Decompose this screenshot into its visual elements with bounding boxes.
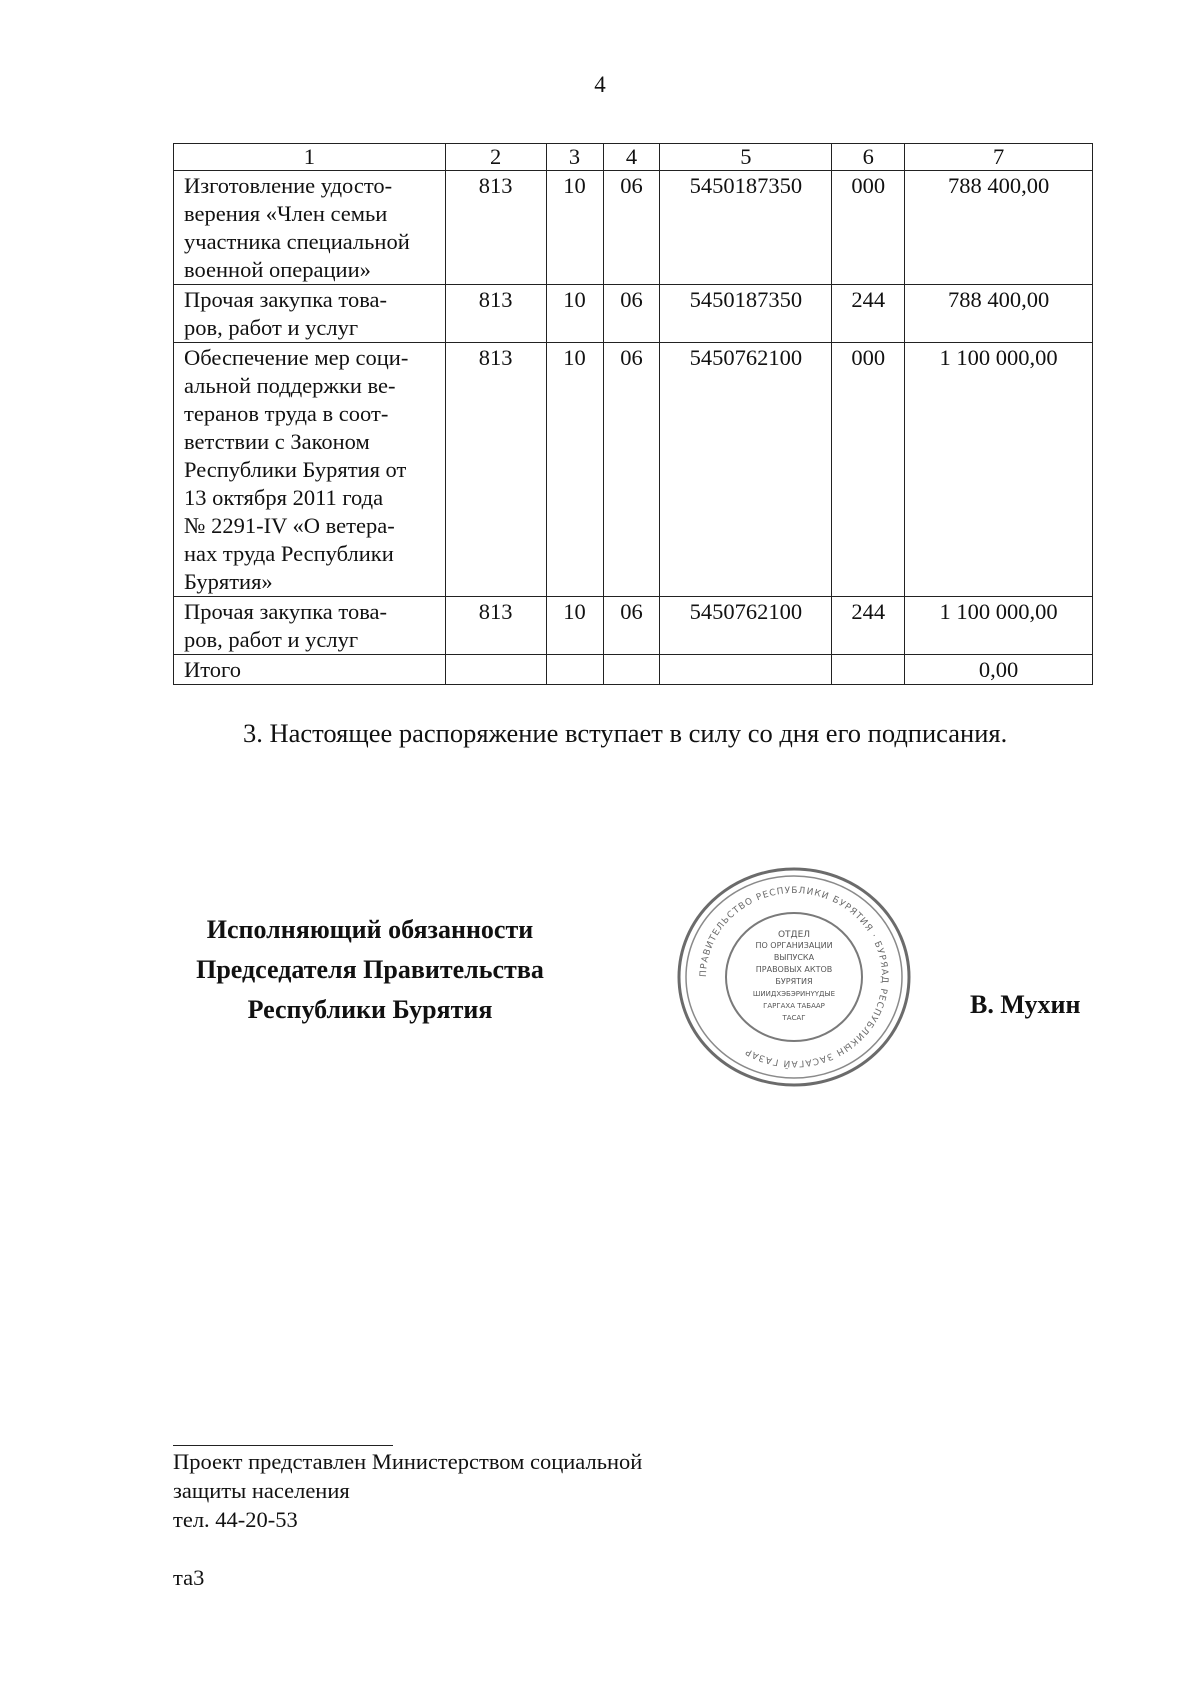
stamp-line: ВЫПУСКА xyxy=(773,953,815,962)
table-header-row xyxy=(174,144,1093,171)
row-name-line: Прочая закупка това- xyxy=(184,287,388,312)
subsection-cell: 06 xyxy=(603,597,660,655)
row-name-cell xyxy=(174,343,446,597)
row-name-line: участника специальной xyxy=(184,229,410,254)
row-name-line: ветствии с Законом xyxy=(184,429,370,454)
table-row xyxy=(174,285,1093,343)
ministry-code-cell: 813 xyxy=(445,285,546,343)
stamp-line: ГАРГАХА ТАБААР xyxy=(763,1002,825,1010)
column-header: 3 xyxy=(546,144,603,171)
row-name-line: Изготовление удосто- xyxy=(184,173,393,198)
row-name-line: № 2291-IV «О ветера- xyxy=(184,513,395,538)
empty-cell xyxy=(832,655,905,685)
row-name-line: Прочая закупка това- xyxy=(184,599,388,624)
row-name-line: альной поддержки ве- xyxy=(184,373,396,398)
column-header: 5 xyxy=(660,144,832,171)
footnote-line: Проект представлен Министерством социальной xyxy=(173,1449,643,1474)
row-name-line: Бурятия» xyxy=(184,569,273,594)
target-item-cell: 5450762100 xyxy=(660,597,832,655)
stamp-line: БУРЯТИЯ xyxy=(775,977,813,986)
official-seal-stamp xyxy=(674,865,914,1090)
target-item-cell: 5450762100 xyxy=(660,343,832,597)
total-row xyxy=(174,655,1093,685)
ministry-code-cell: 813 xyxy=(445,343,546,597)
row-name-line: ров, работ и услуг xyxy=(184,627,359,652)
budget-table xyxy=(173,143,1093,685)
document-code: та3 xyxy=(173,1565,205,1590)
stamp-line: ПО ОРГАНИЗАЦИИ xyxy=(755,941,833,950)
stamp-line: ПРАВОВЫХ АКТОВ xyxy=(755,965,833,974)
section-cell: 10 xyxy=(546,343,603,597)
footnote-divider xyxy=(173,1445,393,1446)
empty-cell xyxy=(546,655,603,685)
column-header: 6 xyxy=(832,144,905,171)
empty-cell xyxy=(603,655,660,685)
ministry-code-cell: 813 xyxy=(445,597,546,655)
section-cell: 10 xyxy=(546,171,603,285)
row-name-line: Республики Бурятия от xyxy=(184,457,407,482)
signer-title-line: Председателя Правительства xyxy=(196,955,544,984)
table-row xyxy=(174,171,1093,285)
amount-cell: 1 100 000,00 xyxy=(905,343,1093,597)
table-row xyxy=(174,343,1093,597)
row-name-line: верения «Член семьи xyxy=(184,201,388,226)
ministry-code-cell: 813 xyxy=(445,171,546,285)
subsection-cell: 06 xyxy=(603,285,660,343)
target-item-cell: 5450187350 xyxy=(660,285,832,343)
row-name-line: военной операции» xyxy=(184,257,371,282)
stamp-line: ШИИДХЭБЭРИНҮҮДЫЕ xyxy=(752,990,836,998)
expense-type-cell: 244 xyxy=(832,597,905,655)
footnote-line: защиты населения xyxy=(173,1478,350,1503)
section-cell: 10 xyxy=(546,597,603,655)
row-name-cell xyxy=(174,171,446,285)
empty-cell xyxy=(660,655,832,685)
stamp-arc-text: ПРАВИТЕЛЬСТВО РЕСПУБЛИКИ БУРЯТИЯ · БУРЯАД РЕСПУБЛИКЫН ЗАСАГАЙ ГАЗАР xyxy=(698,885,890,1068)
target-item-cell: 5450187350 xyxy=(660,171,832,285)
stamp-line: ОТДЕЛ xyxy=(777,930,811,940)
total-value: 0,00 xyxy=(905,655,1093,685)
expense-type-cell: 000 xyxy=(832,171,905,285)
row-name-cell xyxy=(174,285,446,343)
subsection-cell: 06 xyxy=(603,343,660,597)
row-name-line: теранов труда в соот- xyxy=(184,401,389,426)
page-number: 4 xyxy=(594,72,606,97)
footnote xyxy=(173,1447,642,1534)
column-header: 7 xyxy=(905,144,1093,171)
section-cell: 10 xyxy=(546,285,603,343)
column-header: 4 xyxy=(603,144,660,171)
row-name-line: Обеспечение мер соци- xyxy=(184,345,409,370)
expense-type-cell: 000 xyxy=(832,343,905,597)
signer-name: В. Мухин xyxy=(970,990,1081,1019)
signer-title-line: Республики Бурятия xyxy=(247,995,493,1024)
footnote-line: тел. 44-20-53 xyxy=(173,1507,298,1532)
row-name-line: 13 октября 2011 года xyxy=(184,485,384,510)
amount-cell: 788 400,00 xyxy=(905,285,1093,343)
total-label: Итого xyxy=(174,655,446,685)
amount-cell: 1 100 000,00 xyxy=(905,597,1093,655)
signer-title xyxy=(160,910,580,1030)
empty-cell xyxy=(445,655,546,685)
table-row xyxy=(174,597,1093,655)
signer-title-line: Исполняющий обязанности xyxy=(206,915,534,944)
effective-date-clause: 3. Настоящее распоряжение вступает в силу со дня его подписания. xyxy=(243,718,1008,748)
row-name-cell xyxy=(174,597,446,655)
column-header: 1 xyxy=(174,144,446,171)
expense-type-cell: 244 xyxy=(832,285,905,343)
amount-cell: 788 400,00 xyxy=(905,171,1093,285)
column-header: 2 xyxy=(445,144,546,171)
row-name-line: ров, работ и услуг xyxy=(184,315,359,340)
stamp-line: ТАСАГ xyxy=(782,1014,806,1022)
row-name-line: нах труда Республики xyxy=(184,541,394,566)
subsection-cell: 06 xyxy=(603,171,660,285)
